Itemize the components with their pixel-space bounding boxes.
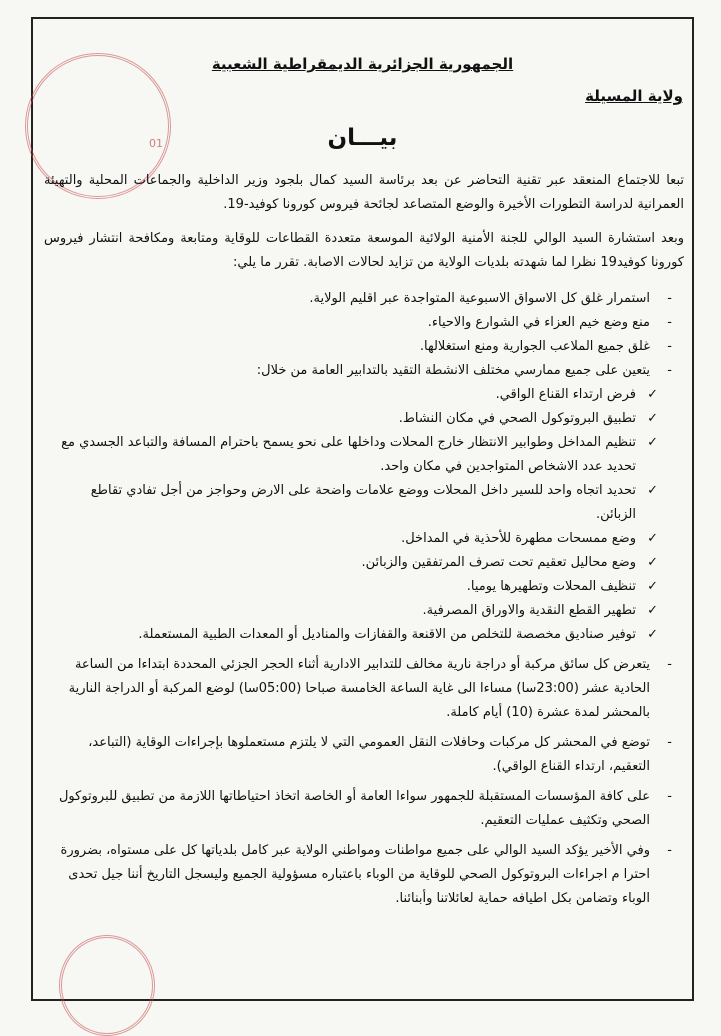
sub-measure-item: ✓ توفير صناديق مخصصة للتخلص من الاقنعة والقفازات والمناديل أو المعدات الطبية المستعملة.: [48, 623, 680, 647]
measures-list: [48, 287, 680, 911]
sub-measure-item: ✓ تطهير القطع النقدية والاوراق المصرفية.: [48, 599, 680, 623]
consultation-paragraph: وبعد استشارة السيد الوالي للجنة الأمنية الولائية الموسعة متعددة القطاعات للوقاية ومتابعة ومكافحة انتشار فيروس كورونا كوفيد19 نظرا لما شهدته بلديات الولاية من تزايد لحالات الاصابة. تقرر ما يلي:: [44, 231, 684, 270]
measure-item: - توضع في المحشر كل مركبات وحافلات النقل العمومي التي لا يلتزم مستعملوها بإجراءات الوقاية (التباعد، التعقيم، ارتداء القناع الواقي).: [48, 731, 680, 779]
sub-measures-list: [48, 383, 680, 647]
measure-item: [48, 359, 680, 383]
sub-measure-item: ✓ تنظيم المداخل وطوابير الانتظار خارج المحلات وداخلها على نحو يسمح باحترام المسافة والتباعد الجسدي مع تحديد عدد الاشخاص المتواجدين في مكان واحد.: [48, 431, 680, 479]
intro-paragraph: تبعا للاجتماع المنعقد عبر تقنية التحاضر عن بعد برئاسة السيد كمال بلجود وزير الداخلية والجماعات المحلية والتهيئة العمرانية لدراسة التطورات الأخيرة والوضع المتصاعد لجائحة فيروس كورونا كوفيد-19.: [44, 173, 684, 212]
measure-item-label: يتعين على جميع ممارسي مختلف الانشطة التقيد بالتدابير العامة من خلال:: [256, 363, 650, 378]
sub-measure-item: ✓ تحديد اتجاه واحد للسير داخل المحلات ووضع علامات واضحة على الارض وحواجز من أجل تفادي تقاطع الزبائن.: [48, 479, 680, 527]
sub-measure-item: ✓ تطبيق البروتوكول الصحي في مكان النشاط.: [48, 407, 680, 431]
closing-statement: - وفي الأخير يؤكد السيد الوالي على جميع مواطنات ومواطني الولاية عبر كامل بلدياتها كل على مستواه، بضرورة احترا م اجراءات البروتوكول الصحي للوقاية من الوباء باعتباره مسؤولية الجميع وليسجل التاريخ أننا جيل تحدى الوباء وتضامن بكل اطيافه حماية لعائلاتنا وأبنائنا.: [48, 839, 680, 911]
measure-item: - غلق جميع الملاعب الجوارية ومنع استغلالها.: [48, 335, 680, 359]
sub-measure-item: ✓ وضع محاليل تعقيم تحت تصرف المرتفقين والزبائن.: [48, 551, 680, 575]
stamp-number: 01: [149, 137, 163, 150]
sub-measure-item: ✓ فرض ارتداء القناع الواقي.: [48, 383, 680, 407]
document-page: [31, 17, 694, 1001]
sub-measure-item: ✓ وضع ممسحات مطهرة للأحذية في المداخل.: [48, 527, 680, 551]
measure-item: - يتعرض كل سائق مركبة أو دراجة نارية مخالف للتدابير الادارية أثناء الحجر الجزئي المحددة ابتداءا من الساعة الحادية عشر (23:00سا) مساءا الى غاية الساعة الخامسة صباحا (05:00سا) لوضع المركبة أو الدراجة النارية بالمحشر لمدة عشرة (10) أيام كاملة.: [48, 653, 680, 725]
wilaya-name: ولاية المسيلة: [585, 87, 683, 105]
document-title: بيـــان: [327, 125, 398, 151]
republic-header: الجمهورية الجزائرية الديمقراطية الشعبية: [211, 55, 514, 73]
measure-item: - منع وضع خيم العزاء في الشوارع والاحياء.: [48, 311, 680, 335]
sub-measure-item: ✓ تنظيف المحلات وتطهيرها يوميا.: [48, 575, 680, 599]
sub-measures-container: [48, 383, 680, 647]
official-stamp-bottom: [59, 935, 155, 1036]
measure-item: - على كافة المؤسسات المستقبلة للجمهور سواءا العامة أو الخاصة اتخاذ احتياطاتها اللازمة من تطبيق للبروتوكول الصحي وتكثيف عمليات التعقيم.: [48, 785, 680, 833]
measure-item: - استمرار غلق كل الاسواق الاسبوعية المتواجدة عبر اقليم الولاية.: [48, 287, 680, 311]
